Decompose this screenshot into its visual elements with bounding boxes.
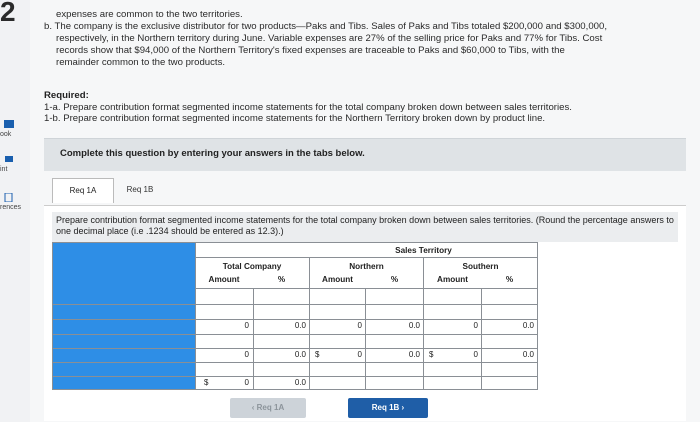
text-line: respectively, in the Northern territory during June. Variable expenses are 27% of the selling price for Paks and 77% for Tibs. Cost [56,33,603,44]
cell-total-percent[interactable]: 0.0 [294,321,306,330]
requirement-1a: 1-a. Prepare contribution format segmented income statements for the total company broken down between sales territories. [44,102,572,113]
references-icon [4,193,14,202]
cell-southern-percent[interactable]: 0.0 [522,350,534,359]
panel-instructions: Prepare contribution format segmented income statements for the total company broken down between sales territories. (Round the percentage answers to one decimal place (i.e .1234 should be entered as 12.3).) [52,212,678,242]
required-heading: Required: [44,90,89,101]
tab-req-1a[interactable]: Req 1A [52,178,114,203]
question-number: 2 [0,0,16,27]
cell-southern-percent[interactable]: 0.0 [522,321,534,330]
text-line: b. The company is the exclusive distributor for two products—Paks and Tibs. Sales of Paks and Tibs totaled $200,000 and $300,000, [44,21,607,32]
cell-southern-amount[interactable]: 0 [473,350,478,359]
cell-total-amount[interactable]: 0 [244,321,249,330]
header-percent: % [277,275,286,284]
requirement-1b: 1-b. Prepare contribution format segmented income statements for the Northern Territory broken down by product line. [44,113,546,124]
print-icon [4,155,14,164]
left-rail [0,0,30,422]
cell-northern-amount[interactable]: 0 [357,350,362,359]
text-line: expenses are common to the two territories. [56,9,243,20]
instruction-text: Complete this question by entering your answers in the tabs below. [60,148,365,159]
tab-req-1b[interactable]: Req 1B [126,185,154,194]
header-amount: Amount [208,275,240,284]
book-icon [4,120,14,129]
instruction-bar [44,138,686,171]
row-labels-column [52,242,195,390]
cell-total-amount[interactable]: 0 [244,378,249,387]
cell-northern-percent[interactable]: 0.0 [408,350,420,359]
cell-southern-amount[interactable]: 0 [473,321,478,330]
text-line: remainder common to the two products. [56,57,226,68]
cell-total-percent[interactable]: 0.0 [294,378,306,387]
header-percent: % [390,275,399,284]
header-southern: Southern [462,262,499,271]
cell-northern-amount[interactable]: 0 [357,321,362,330]
prev-button[interactable]: ‹ Req 1A [230,398,306,418]
next-button[interactable]: Req 1B › [348,398,428,418]
rail-item-references[interactable]: rences [0,193,30,211]
income-statement-table [52,242,538,390]
rail-item-print[interactable]: int [0,155,30,173]
cell-total-percent[interactable]: 0.0 [294,350,306,359]
header-northern: Northern [349,262,384,271]
text-line: records show that $94,000 of the Northern Territory's fixed expenses are traceable to Paks and $60,000 to Tibs, with the [56,45,565,56]
header-percent: % [505,275,514,284]
cell-northern-percent[interactable]: 0.0 [408,321,420,330]
header-amount: Amount [322,275,353,284]
header-total-company: Total Company [222,262,282,271]
dollar-sign: $ [429,350,434,359]
dollar-sign: $ [315,350,320,359]
header-amount: Amount [437,275,468,284]
header-sales-territory: Sales Territory [395,246,452,255]
rail-item-book[interactable]: ook [0,120,30,138]
dollar-sign: $ [204,378,209,387]
cell-total-amount[interactable]: 0 [244,350,249,359]
